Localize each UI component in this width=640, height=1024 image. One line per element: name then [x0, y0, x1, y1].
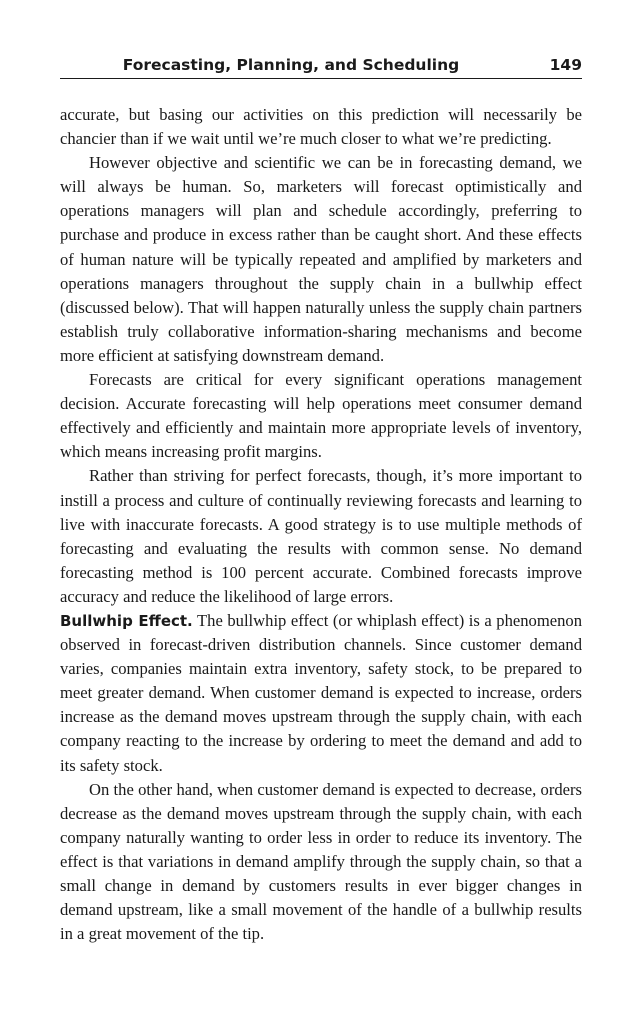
paragraph-demand-decrease: On the other hand, when customer demand is expected to decrease, orders decrease as the demand moves upstream through the supply chain, with each company naturally wanting to order less in order to reduce its inventory. The effect is that variations in demand amplify through the supply chain, so that a small change in demand by customers results in ever bigger changes in demand upstream, like a small movement of the handle of a bullwhip results in a great movement of the tip.	[60, 779, 582, 944]
paragraph-forecasts-critical: Forecasts are critical for every significant operations management decision. Accurate forecasting will help operations meet consumer demand effectively and efficiently and maintain more appropriate levels of inventory, which means increasing profit margins.	[60, 370, 582, 462]
page-number: 149	[549, 56, 582, 74]
paragraph-human-nature: However objective and scientific we can be in forecasting demand, we will always be human. So, marketers will forecast optimistically and operations managers will plan and schedule accordingly, preferring to purchase and produce in excess rather than be caught short. And these effects of human nature will be typically repeated and amplified by marketers and operations managers throughout the supply chain in a bullwhip effect (discussed below). That will happen naturally unless the supply chain partners establish truly collaborative information-sharing mechanisms and become more efficient at satisfying downstream demand.	[60, 153, 582, 365]
running-header	[60, 54, 582, 79]
bullwhip-definition: The bullwhip effect (or whiplash effect) is a phenomenon observed in forecast-driven distribution channels. Since customer demand varies, companies maintain extra inventory, safety stock, to be prepared to meet greater demand. When customer demand is expected to increase, orders increase as the demand moves upstream through the supply chain, with each company reacting to the increase by ordering to meet the demand and add to its safety stock.	[60, 610, 582, 775]
paragraph-perfect-forecasts: Rather than striving for perfect forecasts, though, it’s more important to instill a process and culture of continually reviewing forecasts and learning to live with inaccurate forecasts. A good strategy is to use multiple methods of forecasting and evaluating the results with common sense. No demand forecasting method is 100 percent accurate. Combined forecasts improve accuracy and reduce the likelihood of large errors.	[60, 466, 582, 606]
running-title: Forecasting, Planning, and Scheduling	[122, 56, 460, 74]
paragraph-continued: accurate, but basing our activities on this prediction will necessarily be chancier than if we wait until we’re much closer to what we’re predicting.	[60, 105, 582, 149]
section-heading-bullwhip: Bullwhip Effect.	[60, 611, 193, 630]
body-text	[60, 103, 582, 946]
paragraph-bullwhip-effect	[60, 609, 582, 778]
book-page	[60, 54, 582, 946]
